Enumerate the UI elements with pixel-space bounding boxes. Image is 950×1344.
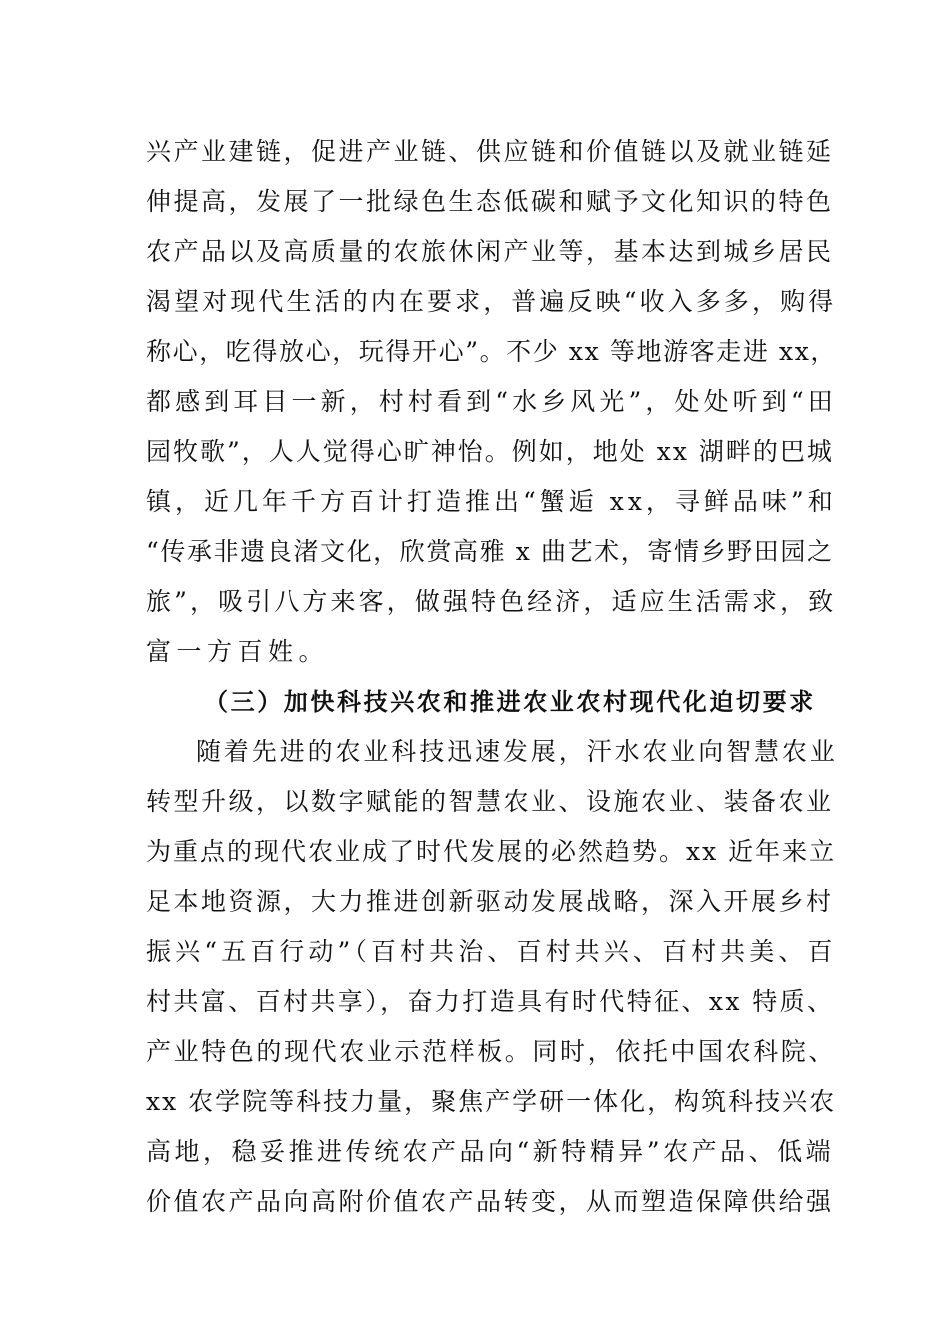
paragraph-2-line-5: 振兴“五百行动”（百村共治、百村共兴、百村共美、百 <box>146 937 837 966</box>
paragraph-1-line-4: 渴望对现代生活的内在要求，普遍反映“收入多多，购得 <box>146 287 837 316</box>
paragraph-2-line-2: 转型升级，以数字赋能的智慧农业、设施农业、装备农业 <box>146 787 834 816</box>
paragraph-2-line-1: 随着先进的农业科技迅速发展，汗水农业向智慧农业 <box>196 737 838 766</box>
paragraph-1-line-11: 富一方百姓。 <box>146 637 330 666</box>
section-heading: （三）加快科技兴农和推进农业农村现代化迫切要求 <box>204 687 816 716</box>
paragraph-2-line-7: 产业特色的现代农业示范样板。同时，依托中国农科院、 <box>146 1037 837 1066</box>
paragraph-2-line-6: 村共富、百村共享），奋力打造具有时代特征、xx 特质、 <box>146 987 835 1016</box>
paragraph-1-line-7: 园牧歌”，人人觉得心旷神怡。例如，地处 xx 湖畔的巴城 <box>146 437 834 466</box>
paragraph-2-line-3: 为重点的现代农业成了时代发展的必然趋势。xx 近年来立 <box>146 837 837 866</box>
paragraph-2-line-9: 高地，稳妥推进传统农产品向“新特精异”农产品、低端 <box>146 1137 835 1166</box>
paragraph-2-line-4: 足本地资源，大力推进创新驱动发展战略，深入开展乡村 <box>146 887 834 916</box>
paragraph-1-line-5: 称心，吃得放心，玩得开心”。不少 xx 等地游客走进 xx， <box>146 337 838 366</box>
paragraph-1-line-10: 旅”，吸引八方来客，做强特色经济，适应生活需求，致 <box>146 587 837 616</box>
paragraph-2-line-8: xx 农学院等科技力量，聚焦产学研一体化，构筑科技兴农 <box>146 1087 837 1116</box>
paragraph-1-line-8: 镇，近几年千方百计打造推出“蟹逅 xx，寻鲜品味”和 <box>146 487 837 516</box>
paragraph-1-line-1: 兴产业建链，促进产业链、供应链和价值链以及就业链延 <box>146 137 834 166</box>
paragraph-2-line-10: 价值农产品向高附价值农产品转变，从而塑造保障供给强 <box>146 1187 834 1216</box>
paragraph-1-line-2: 伸提高，发展了一批绿色生态低碳和赋予文化知识的特色 <box>146 187 834 216</box>
paragraph-1-line-6: 都感到耳目一新，村村看到“水乡风光”，处处听到“田 <box>146 387 837 416</box>
paragraph-1-line-9: “传承非遗良渚文化，欣赏高雅 x 曲艺术，寄情乡野田园之 <box>146 537 834 566</box>
paragraph-1-line-3: 农产品以及高质量的农旅休闲产业等，基本达到城乡居民 <box>146 237 834 266</box>
